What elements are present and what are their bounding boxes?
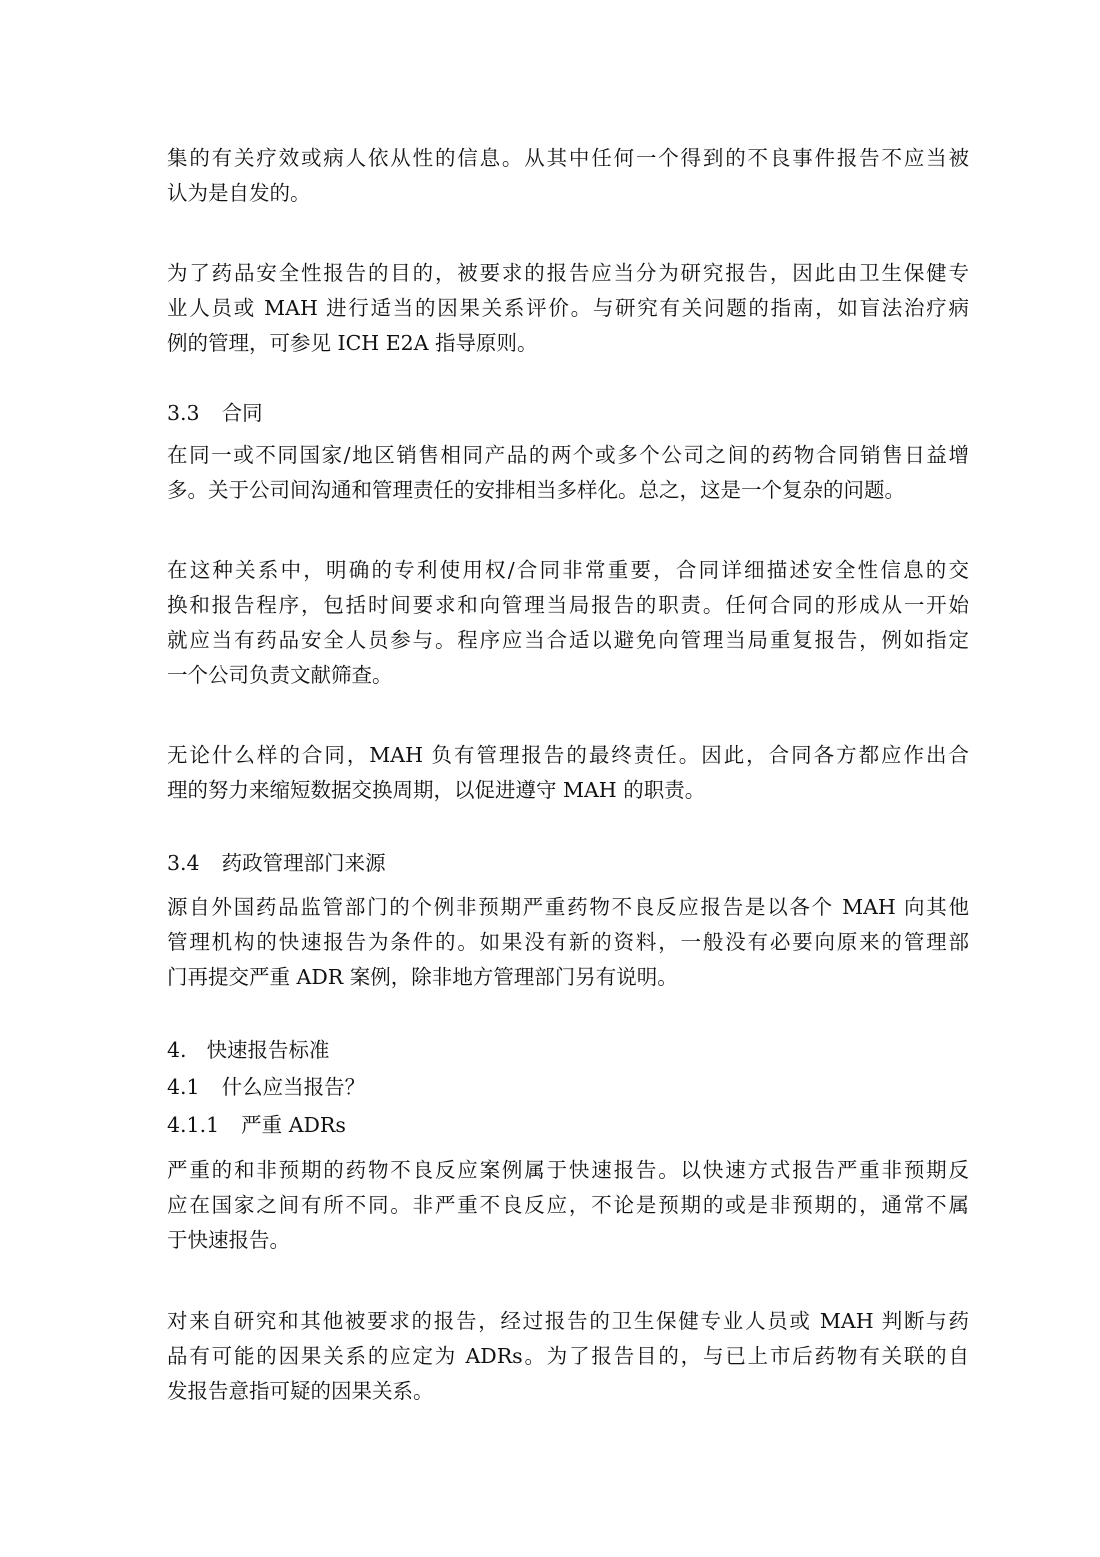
paragraph-line: 严重的和非预期的药物不良反应案例属于快速报告。以快速方式报告严重非预期反 [167,1158,969,1182]
section-title: 严重 ADRs [241,1113,346,1137]
paragraph-4 [167,553,969,693]
paragraph-line: 业人员或 MAH 进行适当的因果关系评价。与研究有关问题的指南，如盲法治疗病 [167,296,969,320]
paragraph-7 [167,1153,969,1258]
paragraph-line: 品有可能的因果关系的应定为 ADRs。为了报告目的，与已上市后药物有关联的自 [167,1344,969,1368]
section-heading-3-4 [167,849,386,877]
paragraph-3 [167,438,969,508]
paragraph-5 [167,738,969,808]
section-title: 快速报告标准 [206,1038,330,1062]
paragraph-8 [167,1304,969,1409]
paragraph-line: 对来自研究和其他被要求的报告，经过报告的卫生保健专业人员或 MAH 判断与药 [167,1309,969,1333]
section-number: 4.1.1 [167,1113,220,1137]
paragraph-line: 理的努力来缩短数据交换周期，以促进遵守 MAH 的职责。 [167,778,706,802]
paragraph-line: 发报告意指可疑的因果关系。 [167,1379,434,1403]
paragraph-6 [167,890,969,995]
paragraph-2 [167,256,969,361]
paragraph-line: 于快速报告。 [167,1228,290,1252]
paragraph-1 [167,141,969,211]
section-number: 3.3 [167,401,200,425]
paragraph-line: 无论什么样的合同，MAH 负有管理报告的最终责任。因此，合同各方都应作出合 [167,743,969,767]
paragraph-line: 源自外国药品监管部门的个例非预期严重药物不良反应报告是以各个 MAH 向其他 [167,895,969,919]
section-title: 什么应当报告？ [221,1075,366,1099]
section-number: 4. [167,1038,187,1062]
paragraph-line: 集的有关疗效或病人依从性的信息。从其中任何一个得到的不良事件报告不应当被 [167,146,969,170]
paragraph-line: 在这种关系中，明确的专利使用权/合同非常重要，合同详细描述安全性信息的交 [167,558,969,582]
paragraph-line: 多。关于公司间沟通和管理责任的安排相当多样化。总之，这是一个复杂的问题。 [167,478,905,502]
paragraph-line: 换和报告程序，包括时间要求和向管理当局报告的职责。任何合同的形成从一开始 [167,593,969,617]
paragraph-line: 认为是自发的。 [167,181,311,205]
section-heading-4-1-1 [167,1111,346,1139]
paragraph-line: 为了药品安全性报告的目的，被要求的报告应当分为研究报告，因此由卫生保健专 [167,261,969,285]
paragraph-line: 就应当有药品安全人员参与。程序应当合适以避免向管理当局重复报告，例如指定 [167,628,969,652]
section-number: 4.1 [167,1075,200,1099]
section-heading-3-3 [167,399,263,427]
paragraph-line: 管理机构的快速报告为条件的。如果没有新的资料，一般没有必要向原来的管理部 [167,930,969,954]
paragraph-line: 一个公司负责文献筛查。 [167,663,393,687]
section-title: 药政管理部门来源 [221,851,386,875]
paragraph-line: 在同一或不同国家/地区销售相同产品的两个或多个公司之间的药物合同销售日益增 [167,443,969,467]
section-number: 3.4 [167,851,200,875]
paragraph-line: 门再提交严重 ADR 案例，除非地方管理部门另有说明。 [167,965,678,989]
paragraph-line: 例的管理，可参见 ICH E2A 指导原则。 [167,331,538,355]
section-heading-4-1 [167,1073,365,1101]
section-heading-4 [167,1036,330,1064]
paragraph-line: 应在国家之间有所不同。非严重不良反应，不论是预期的或是非预期的，通常不属 [167,1193,969,1217]
section-title: 合同 [221,401,263,425]
